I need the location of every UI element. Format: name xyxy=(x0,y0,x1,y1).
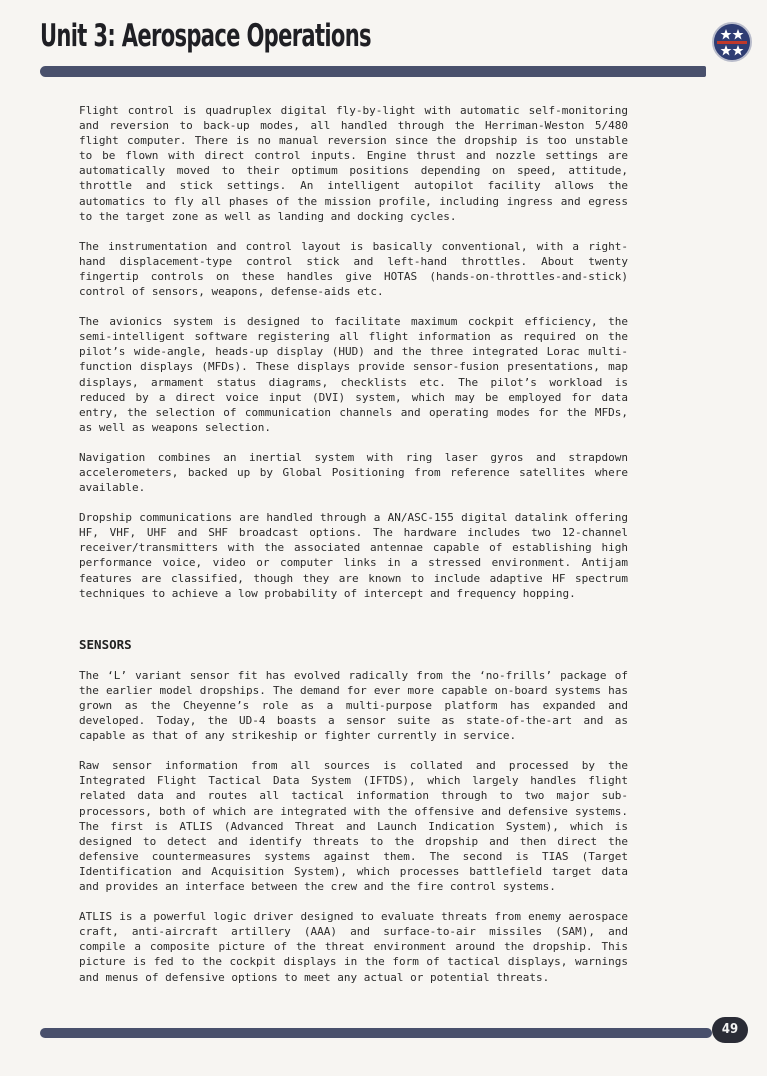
paragraph-navigation: Navigation combines an inertial system with ring laser gyros and strapdown accelerometers, backed up by Global Positioning from reference satellites where available. xyxy=(79,450,628,495)
paragraph-sensor-processing: Raw sensor information from all sources is collated and processed by the Integrated Flight Tactical Data System (IFTDS), which largely handles flight related data and routes all tactical information through to two major sub-processors, both of which are integrated with the offensive and defensive systems. The first is ATLIS (Advanced Threat and Launch Indication System), which is designed to detect and identify threats to the dropship and then direct the defensive countermeasures systems against them. The second is TIAS (Target Identification and Acquisition System), which processes battlefield target data and provides an interface between the crew and the fire control systems. xyxy=(79,759,628,894)
header-divider-bar xyxy=(40,66,706,77)
paragraph-communications: Dropship communications are handled through a AN/ASC-155 digital datalink offering HF, VHF, UHF and SHF broadcast options. The hardware includes two 12-channel receiver/transmitters with the associated antennae capable of establishing high performance voice, video or computer links in a stressed environment. Antijam features are classified, though they are known to include adaptive HF spectrum techniques to achieve a low probability of intercept and frequency hopping. xyxy=(79,511,628,600)
section-heading-sensors: SENSORS xyxy=(79,636,132,652)
paragraph-flight-control: Flight control is quadruplex digital fly-by-light with automatic self-monitoring and reversion to back-up modes, all handled through the Herriman-Weston 5/480 flight computer. There is no manual reversion since the dropship is too unstable to be flown with direct control inputs. Engine thrust and nozzle settings are automatically moved to their optimum positions depending on speed, attitude, throttle and stick settings. An intelligent autopilot facility allows the automatics to fly all phases of the mission profile, including ingress and egress to the target zone as well as landing and docking cycles. xyxy=(79,104,628,223)
paragraph-instrumentation: The instrumentation and control layout is basically conventional, with a right-hand displacement-type control stick and left-hand throttles. About twenty fingertip controls on these handles give HOTAS (hands-on-throttles-and-stick) control of sensors, weapons, defense-aids etc. xyxy=(79,239,628,299)
paragraph-atlis: ATLIS is a powerful logic driver designed to evaluate threats from enemy aerospace craft, anti-aircraft artillery (AAA) and surface-to-air missiles (SAM), and compile a composite picture of the threat environment around the dropship. This picture is fed to the cockpit displays in the form of tactical displays, warnings and menus of defensive options to meet any actual or potential threats. xyxy=(79,910,628,984)
footer-divider-bar xyxy=(40,1028,712,1038)
paragraph-sensor-fit: The ‘L’ variant sensor fit has evolved radically from the ‘no-frills’ package of the earlier model dropships. The demand for ever more capable on-board systems has grown as the Cheyenne’s role as a multi-purpose platform has expanded and developed. Today, the UD-4 boasts a sensor suite as state-of-the-art and as capable as that of any strikeship or fighter currently in service. xyxy=(79,668,628,743)
page-content xyxy=(79,103,628,1000)
paragraph-avionics: The avionics system is designed to facilitate maximum cockpit efficiency, the semi-intelligent software registering all flight information as required on the pilot’s wide-angle, heads-up display (HUD) and the three integrated Lorac multi-function displays (MFDs). These displays provide sensor-fusion presentations, map displays, armament status diagrams, checklists etc. The pilot’s workload is reduced by a direct voice input (DVI) system, which may be employed for data entry, the selection of communication channels and operating modes for the MFDs, as well as weapons selection. xyxy=(79,315,628,434)
page-title: Unit 3: Aerospace Operations xyxy=(40,18,371,54)
star-emblem-icon xyxy=(712,22,752,62)
page-number-badge: 49 xyxy=(712,1017,748,1043)
